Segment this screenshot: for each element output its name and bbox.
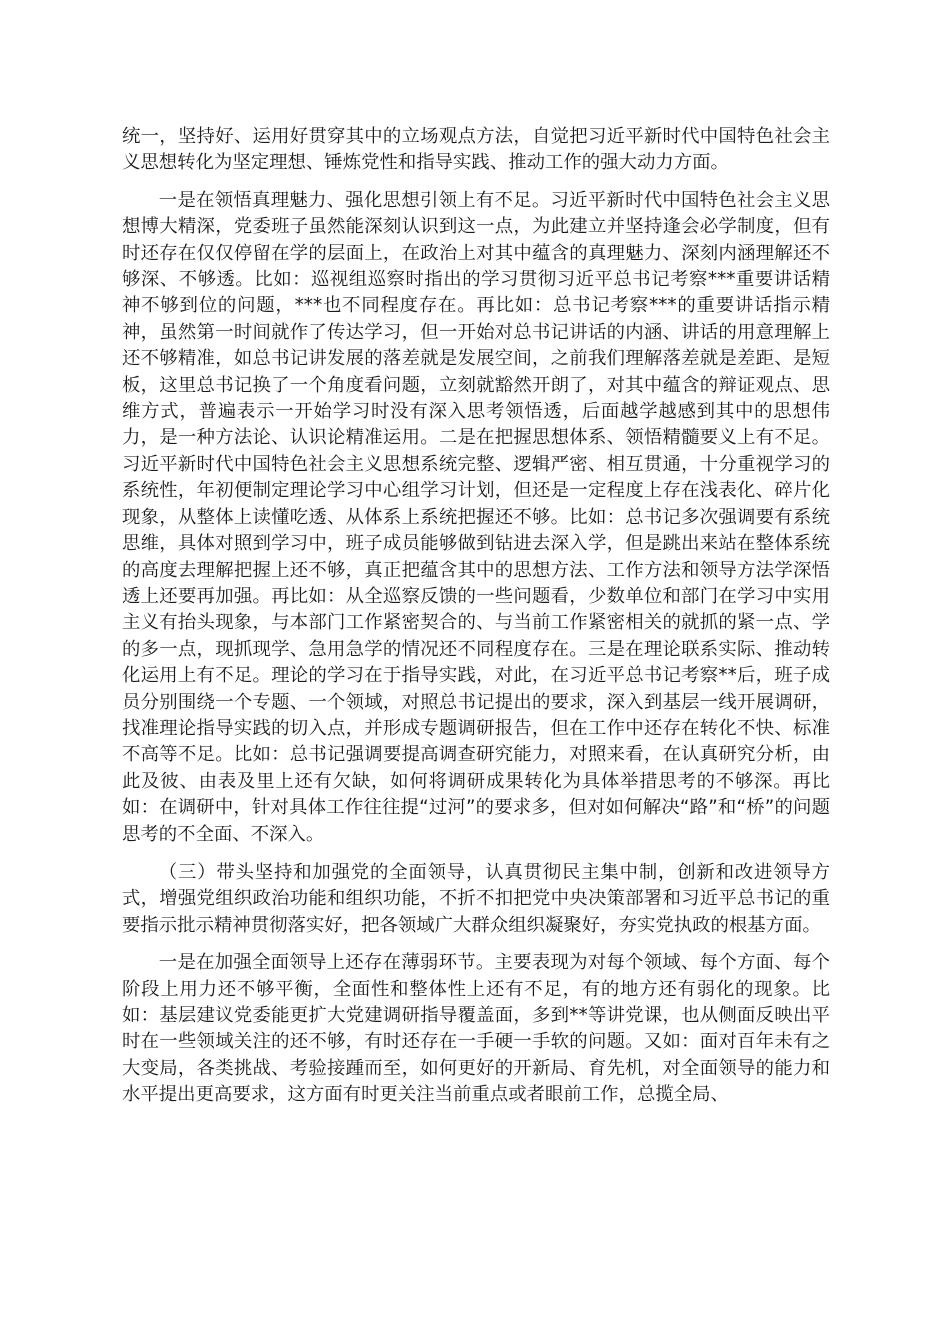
paragraph-continuation: 统一，坚持好、运用好贯穿其中的立场观点方法，自觉把习近平新时代中国特色社会主义思想转化为坚定理想、锤炼党性和指导实践、推动工作的强大动力方面。: [122, 126, 830, 174]
paragraph-study-shortcomings: 一是在领悟真理魅力、强化思想引领上有不足。习近平新时代中国特色社会主义思想博大精深，党委班子虽然能深刻认识到这一点，为此建立并坚持逢会必学制度，但有时还存在仅仅停留在学的层面上，在政治上对其中蕴含的真理魅力、深刻内涵理解还不够深、不够透。比如：巡视组巡察时指出的学习贯彻习近平总书记考察***重要讲话精神不够到位的问题，***也不同程度存在。再比如：总书记考察***的重要讲话指示精神，虽然第一时间就作了传达学习，但一开始对总书记讲话的内涵、讲话的用意理解上还不够精准，如总书记讲发展的落差就是发展空间，之前我们理解落差就是差距、是短板，这里总书记换了一个角度看问题，立刻就豁然开朗了，对其中蕴含的辩证观点、思维方式，普遍表示一开始学习时没有深入思考领悟透，后面越学越感到其中的思想伟力，是一种方法论、认识论精准运用。二是在把握思想体系、领悟精髓要义上有不足。习近平新时代中国特色社会主义思想系统完整、逻辑严密、相互贯通，十分重视学习的系统性，年初便制定理论学习中心组学习计划，但还是一定程度上存在浅表化、碎片化现象，从整体上读懂吃透、从体系上系统把握还不够。比如：总书记多次强调要有系统思维，具体对照到学习中，班子成员能够做到钻进去深入学，但是跳出来站在整体系统的高度去理解把握上还不够，真正把蕴含其中的思想方法、工作方法和领导方法学深悟透上还要再加强。再比如：从全巡察反馈的一些问题看，少数单位和部门在学习中实用主义有抬头现象，与本部门工作紧密契合的、与当前工作紧密相关的就抓的紧一点、学的多一点，现抓现学、急用急学的情况还不同程度存在。三是在理论联系实际、推动转化运用上有不足。理论的学习在于指导实践，对此，在习近平总书记考察**后，班子成员分别围绕一个专题、一个领域，对照总书记提出的要求，深入到基层一线开展调研，找准理论指导实践的切入点，并形成专题调研报告，但在工作中还存在转化不快、标准不高等不足。比如：总书记强调要提高调查研究能力，对照来看，在认真研究分析，由此及彼、由表及里上还有欠缺，如何将调研成果转化为具体举措思考的不够深。再比如：在调研中，针对具体工作往往提“过河”的要求多，但对如何解决“路”和“桥”的问题思考的不全面、不深入。: [122, 189, 830, 845]
paragraph-leadership-weakness: 一是在加强全面领导上还存在薄弱环节。主要表现为对每个领域、每个方面、每个阶段上用力还不够平衡，全面性和整体性上还有不足，有的地方还有弱化的现象。比如：基层建议党委能更扩大党建调研指导覆盖面，多到**等讲党课，也从侧面反映出平时在一些领域关注的还不够，有时还存在一手硬一手软的问题。又如：面对百年未有之大变局，各类挑战、考验接踵而至，如何更好的开新局、育先机，对全面领导的能力和水平提出更高要求，这方面有时更关注当前重点或者眼前工作，总揽全局、: [122, 952, 830, 1106]
paragraph-section-three-heading: （三）带头坚持和加强党的全面领导，认真贯彻民主集中制，创新和改进领导方式，增强党组织政治功能和组织功能，不折不扣把党中央决策部署和习近平总书记的重要指示批示精神贯彻落实好，把各领域广大群众组织凝聚好，夯实党执政的根基方面。: [122, 861, 830, 936]
document-page: [122, 124, 830, 1109]
